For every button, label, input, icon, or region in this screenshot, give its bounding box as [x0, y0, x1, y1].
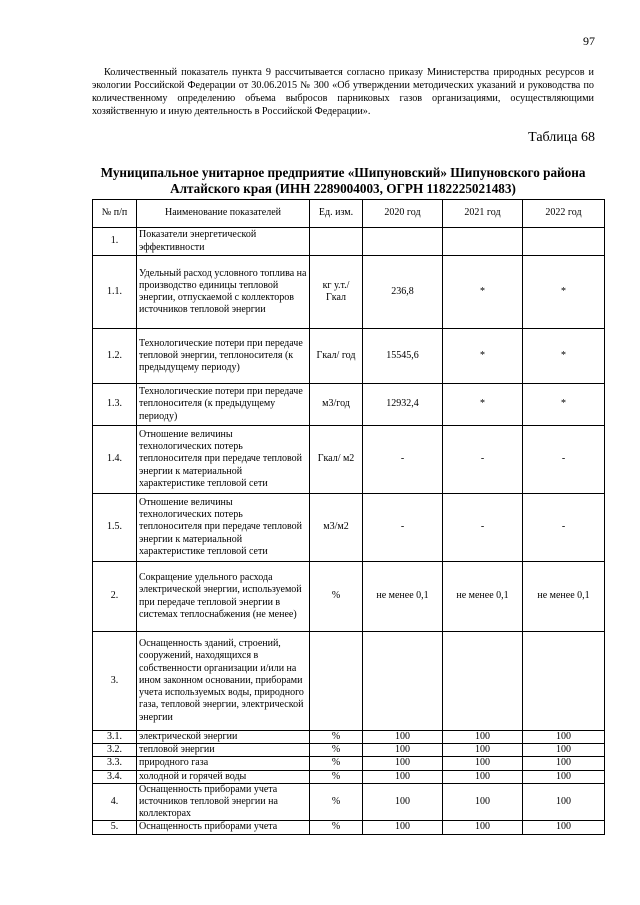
row-num: 3.3.: [93, 757, 137, 770]
header-2022: 2022 год: [523, 200, 605, 228]
row-name: тепловой энергии: [137, 744, 310, 757]
row-unit: %: [310, 562, 363, 632]
row-num: 4.: [93, 783, 137, 821]
row-2020: 100: [363, 783, 443, 821]
row-2020: 100: [363, 821, 443, 834]
row-name: холодной и горячей воды: [137, 770, 310, 783]
row-num: 1.3.: [93, 384, 137, 426]
row-2020: 15545,6: [363, 329, 443, 384]
header-num: № п/п: [93, 200, 137, 228]
row-2020: 100: [363, 757, 443, 770]
row-2022: [523, 632, 605, 731]
row-unit: м3/год: [310, 384, 363, 426]
row-2020: 12932,4: [363, 384, 443, 426]
row-num: 5.: [93, 821, 137, 834]
row-unit: %: [310, 731, 363, 744]
row-2022: не менее 0,1: [523, 562, 605, 632]
row-2021: *: [443, 384, 523, 426]
row-num: 1.5.: [93, 494, 137, 562]
row-2021: -: [443, 426, 523, 494]
row-unit: м3/м2: [310, 494, 363, 562]
row-2021: 100: [443, 783, 523, 821]
row-name: природного газа: [137, 757, 310, 770]
row-name: электрической энергии: [137, 731, 310, 744]
row-name: Технологические потери при передаче теплоносителя (к предыдущему периоду): [137, 384, 310, 426]
row-2021: 100: [443, 770, 523, 783]
row-name: Отношение величины технологических потерь теплоносителя при передаче тепловой энергии к материальной характеристике тепловой сети: [137, 494, 310, 562]
row-num: 1.1.: [93, 256, 137, 329]
row-unit: %: [310, 783, 363, 821]
indicators-table: [92, 199, 605, 835]
table-row: [93, 426, 605, 494]
row-2022: *: [523, 329, 605, 384]
table-row: [93, 494, 605, 562]
row-name: Оснащенность приборами учета: [137, 821, 310, 834]
row-num: 3.1.: [93, 731, 137, 744]
table-row: [93, 632, 605, 731]
row-2020: -: [363, 494, 443, 562]
table-row: [93, 783, 605, 821]
row-2021: 100: [443, 731, 523, 744]
row-2022: 100: [523, 821, 605, 834]
row-unit: %: [310, 821, 363, 834]
row-unit: Гкал/ м2: [310, 426, 363, 494]
header-unit: Ед. изм.: [310, 200, 363, 228]
row-2020: 100: [363, 731, 443, 744]
row-unit: [310, 632, 363, 731]
row-2020: не менее 0,1: [363, 562, 443, 632]
document-title: Муниципальное унитарное предприятие «Шипуновский» Шипуновского района Алтайского края (ИНН 2289004003, ОГРН 1182225021483): [100, 165, 586, 196]
table-row: [93, 731, 605, 744]
row-num: 3.4.: [93, 770, 137, 783]
row-2022: 100: [523, 770, 605, 783]
row-num: 2.: [93, 562, 137, 632]
row-2021: не менее 0,1: [443, 562, 523, 632]
row-2020: 100: [363, 770, 443, 783]
row-num: 1.2.: [93, 329, 137, 384]
header-name: Наименование показателей: [137, 200, 310, 228]
row-2021: 100: [443, 757, 523, 770]
row-num: 3.2.: [93, 744, 137, 757]
row-2022: 100: [523, 731, 605, 744]
table-row: [93, 744, 605, 757]
table-row: [93, 757, 605, 770]
row-2020: [363, 228, 443, 256]
row-unit: %: [310, 757, 363, 770]
row-2020: -: [363, 426, 443, 494]
row-unit: Гкал/ год: [310, 329, 363, 384]
row-num: 1.4.: [93, 426, 137, 494]
table-row: [93, 256, 605, 329]
row-num: 1.: [93, 228, 137, 256]
row-2021: [443, 632, 523, 731]
row-unit: [310, 228, 363, 256]
row-name: Отношение величины технологических потерь теплоносителя при передаче тепловой энергии к материальной характеристике тепловой сети: [137, 426, 310, 494]
row-2022: *: [523, 256, 605, 329]
table-row: [93, 384, 605, 426]
table-row: [93, 770, 605, 783]
row-2022: *: [523, 384, 605, 426]
table-row: [93, 228, 605, 256]
row-2022: 100: [523, 757, 605, 770]
page-number: 97: [583, 34, 595, 48]
row-2020: 100: [363, 744, 443, 757]
row-name: Технологические потери при передаче тепловой энергии, теплоносителя (к предыдущему периоду): [137, 329, 310, 384]
header-2021: 2021 год: [443, 200, 523, 228]
row-name: Оснащенность приборами учета источников тепловой энергии на коллекторах: [137, 783, 310, 821]
row-name: Удельный расход условного топлива на производство единицы тепловой энергии, отпускаемой с коллекторов источников тепловой энергии: [137, 256, 310, 329]
row-2022: 100: [523, 744, 605, 757]
row-unit: %: [310, 744, 363, 757]
row-2020: [363, 632, 443, 731]
row-name: Показатели энергетической эффективности: [137, 228, 310, 256]
row-2020: 236,8: [363, 256, 443, 329]
row-2021: 100: [443, 744, 523, 757]
row-2021: *: [443, 329, 523, 384]
header-2020: 2020 год: [363, 200, 443, 228]
row-2022: [523, 228, 605, 256]
row-2021: 100: [443, 821, 523, 834]
intro-paragraph: Количественный показатель пункта 9 рассчитывается согласно приказу Министерства природных ресурсов и экологии Российской Федерации от 30.06.2015 № 300 «Об утверждении методических указаний и руководства по количественному определению объема выбросов парниковых газов организациями, осуществляющими хозяйственную и иную деятельность в Российской Федерации».: [92, 67, 594, 117]
row-2022: -: [523, 494, 605, 562]
row-unit: кг у.т./ Гкал: [310, 256, 363, 329]
row-2021: -: [443, 494, 523, 562]
table-header-row: [93, 200, 605, 228]
table-label: Таблица 68: [528, 130, 595, 145]
row-num: 3.: [93, 632, 137, 731]
row-2022: -: [523, 426, 605, 494]
row-name: Оснащенность зданий, строений, сооружений, находящихся в собственности организации и/или на ином законном основании, приборами учета используемых воды, природного газа, тепловой энергии, электрической энергии: [137, 632, 310, 731]
table-row: [93, 562, 605, 632]
table-row: [93, 329, 605, 384]
row-name: Сокращение удельного расхода электрической энергии, используемой при передаче тепловой энергии в системах теплоснабжения (не менее): [137, 562, 310, 632]
table-row: [93, 821, 605, 834]
row-unit: %: [310, 770, 363, 783]
row-2021: [443, 228, 523, 256]
row-2021: *: [443, 256, 523, 329]
row-2022: 100: [523, 783, 605, 821]
